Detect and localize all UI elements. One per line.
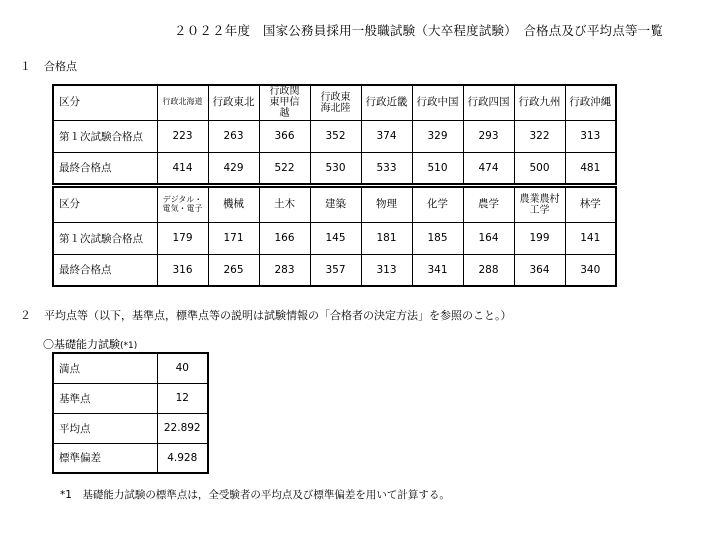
row-label-first-stage: 第１次試験合格点 [53, 222, 157, 254]
cell-value: 510 [412, 152, 463, 184]
cell-value: 364 [514, 254, 565, 286]
column-header: 行政北海道 [157, 85, 208, 120]
stat-value-std-dev: 4.928 [157, 443, 208, 473]
column-header: 機械 [208, 187, 259, 222]
stat-label-full-score: 満点 [53, 353, 157, 383]
cell-value: 316 [157, 254, 208, 286]
basic-ability-test-heading [43, 336, 137, 352]
stat-label-base-score: 基準点 [53, 383, 157, 413]
cell-value: 185 [412, 222, 463, 254]
cell-value: 340 [565, 254, 616, 286]
cell-value: 474 [463, 152, 514, 184]
stat-label-average: 平均点 [53, 413, 157, 443]
cell-value: 429 [208, 152, 259, 184]
column-header: 行政四国 [463, 85, 514, 120]
cell-value: 530 [310, 152, 361, 184]
row-label-first-stage: 第１次試験合格点 [53, 120, 157, 152]
cell-value: 283 [259, 254, 310, 286]
column-header: 行政中国 [412, 85, 463, 120]
column-header: 物理 [361, 187, 412, 222]
cell-value: 366 [259, 120, 310, 152]
column-header: 土木 [259, 187, 310, 222]
column-header: デジタル・電気・電子 [157, 187, 208, 222]
cell-value: 329 [412, 120, 463, 152]
section-2-heading [20, 307, 512, 323]
cell-value: 171 [208, 222, 259, 254]
section-1-number: １ [20, 60, 31, 73]
section-2-title: 平均点等（以下，基準点，標準点等の説明は試験情報の「合格者の決定方法」を参照のこと。） [44, 309, 512, 322]
stat-value-full-score: 40 [157, 353, 208, 383]
cell-value: 145 [310, 222, 361, 254]
cell-value: 481 [565, 152, 616, 184]
cell-value: 357 [310, 254, 361, 286]
cell-value: 166 [259, 222, 310, 254]
column-header: 農学 [463, 187, 514, 222]
stat-value-base-score: 12 [157, 383, 208, 413]
cell-value: 293 [463, 120, 514, 152]
stat-value-average: 22.892 [157, 413, 208, 443]
header-category: 区分 [53, 187, 157, 222]
cell-value: 322 [514, 120, 565, 152]
passing-score-table-technical [52, 186, 617, 287]
column-header: 行政近畿 [361, 85, 412, 120]
cell-value: 164 [463, 222, 514, 254]
passing-score-table-regional [52, 84, 617, 185]
cell-value: 223 [157, 120, 208, 152]
cell-value: 141 [565, 222, 616, 254]
section-1-title: 合格点 [44, 60, 77, 73]
column-header: 化学 [412, 187, 463, 222]
page-title: ２０２２年度 国家公務員採用一般職試験（大卒程度試験） 合格点及び平均点等一覧 [174, 23, 664, 38]
column-header: 建築 [310, 187, 361, 222]
cell-value: 265 [208, 254, 259, 286]
cell-value: 288 [463, 254, 514, 286]
basic-ability-test-title: 〇基礎能力試験 [43, 338, 120, 351]
column-header: 行政東海北陸 [310, 85, 361, 120]
column-header: 農業農村工学 [514, 187, 565, 222]
cell-value: 263 [208, 120, 259, 152]
cell-value: 199 [514, 222, 565, 254]
cell-value: 522 [259, 152, 310, 184]
cell-value: 313 [361, 254, 412, 286]
row-label-final: 最終合格点 [53, 152, 157, 184]
cell-value: 500 [514, 152, 565, 184]
row-label-final: 最終合格点 [53, 254, 157, 286]
cell-value: 341 [412, 254, 463, 286]
cell-value: 313 [565, 120, 616, 152]
cell-value: 181 [361, 222, 412, 254]
section-1-heading [20, 58, 77, 74]
stat-label-std-dev: 標準偏差 [53, 443, 157, 473]
column-header: 行政東北 [208, 85, 259, 120]
section-2-number: ２ [20, 309, 31, 322]
footnote: *1 基礎能力試験の標準点は，全受験者の平均点及び標準偏差を用いて計算する。 [60, 489, 450, 501]
cell-value: 374 [361, 120, 412, 152]
cell-value: 533 [361, 152, 412, 184]
cell-value: 352 [310, 120, 361, 152]
footnote-marker: (*1) [120, 341, 138, 351]
basic-ability-stats-table [52, 352, 209, 474]
column-header: 行政沖縄 [565, 85, 616, 120]
header-category: 区分 [53, 85, 157, 120]
cell-value: 179 [157, 222, 208, 254]
column-header: 行政九州 [514, 85, 565, 120]
cell-value: 414 [157, 152, 208, 184]
column-header: 林学 [565, 187, 616, 222]
column-header: 行政関東甲信越 [259, 85, 310, 120]
